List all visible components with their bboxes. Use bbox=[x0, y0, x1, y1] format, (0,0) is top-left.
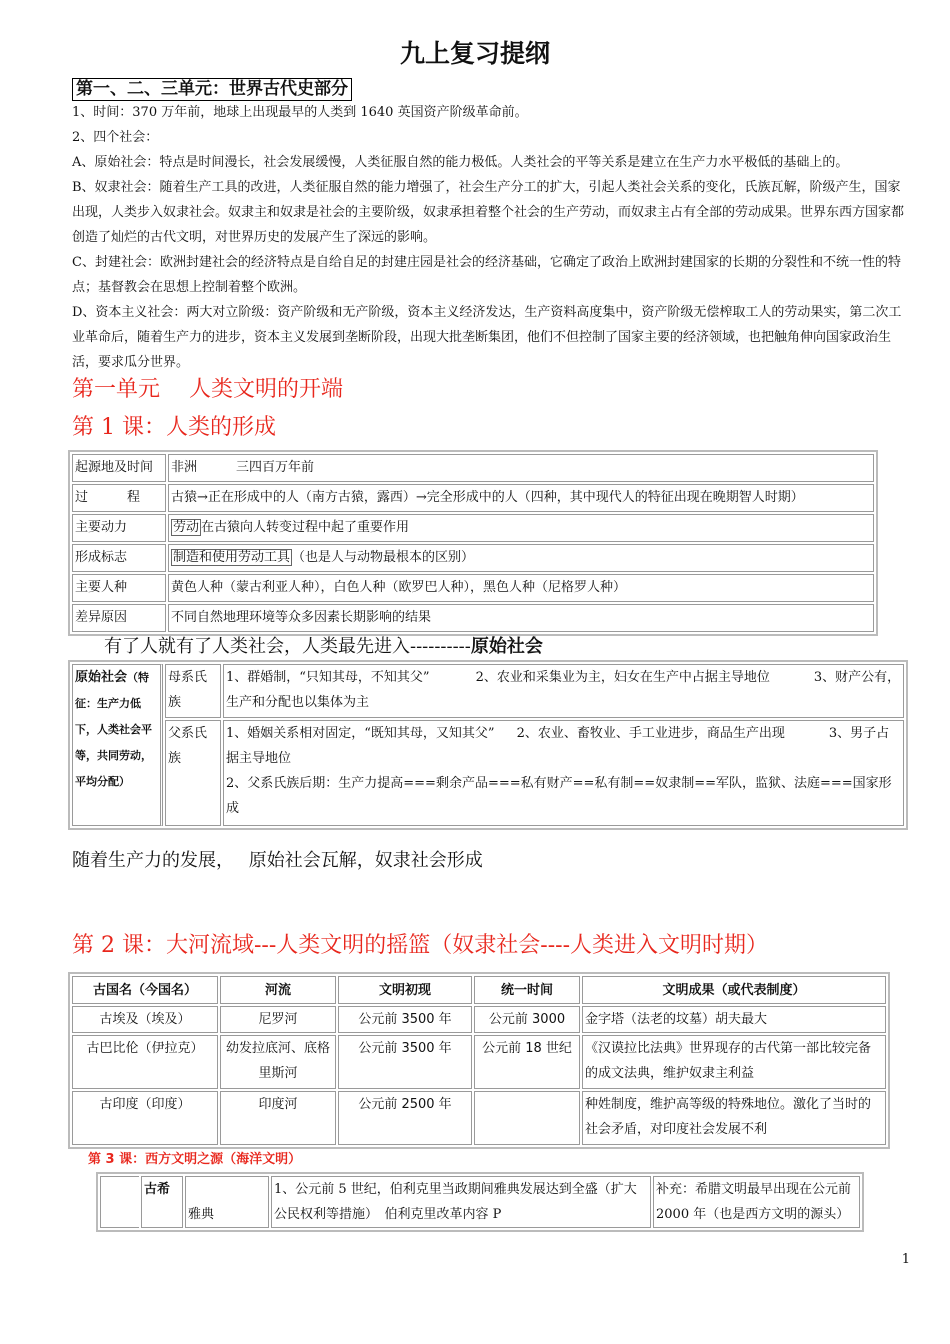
transition-line: 随着生产力的发展， 原始社会瓦解，奴隶社会形成 bbox=[72, 850, 483, 871]
table-cell: 种姓制度，维护高等级的特殊地位。激化了当时的社会矛盾，对印度社会发展不利 bbox=[582, 1091, 886, 1145]
primitive-label: 原始社会 bbox=[75, 670, 128, 685]
table-row bbox=[72, 544, 874, 572]
table-cell: 不同自然地理环境等众多因素长期影响的结果 bbox=[168, 604, 874, 632]
intro-block bbox=[72, 100, 912, 375]
intro-feudal: C、封建社会：欧洲封建社会的经济特点是自给自足的封建庄园是社会的经济基础，它确定了政治上欧洲封建国家的长期的分裂性和不统一性的特点；基督教会在思想上控制着整个欧洲。 bbox=[72, 255, 901, 295]
table-cell: 1、公元前 5 世纪，伯利克里当政期间雅典发展达到全盛（扩大公民权利等措施） 伯利克里改革内容 P bbox=[271, 1176, 651, 1228]
table-row bbox=[72, 604, 874, 632]
table-cell: 公元前 3500 年 bbox=[338, 1035, 472, 1089]
table-row bbox=[72, 1091, 886, 1145]
lesson3-heading: 第 3 课：西方文明之源（海洋文明） bbox=[88, 1152, 302, 1167]
table-cell: 过 程 bbox=[72, 484, 166, 512]
table-cell bbox=[223, 720, 904, 826]
table-cell: 补充：希腊文明最早出现在公元前 2000 年（也是西方文明的源头） bbox=[653, 1176, 860, 1228]
table-cell: 差异原因 bbox=[72, 604, 166, 632]
intro-primitive: A、原始社会：特点是时间漫长，社会发展缓慢，人类征服自然的能力极低。人类社会的平等关系是建立在生产力水平极低的基础上的。 bbox=[72, 155, 849, 170]
table-row bbox=[72, 484, 874, 512]
column-header: 文明成果（或代表制度） bbox=[582, 976, 886, 1004]
matriarchal-point-1: 1、群婚制，“只知其母，不知其父” bbox=[226, 670, 430, 685]
table-cell bbox=[474, 1091, 580, 1145]
patriarchal-point-3: 3、男子占据主导地位 bbox=[226, 726, 890, 766]
primitive-society-table bbox=[68, 660, 908, 830]
summary-text: 有了人就有了人类社会，人类最先进入---------- bbox=[104, 636, 471, 657]
table-header-row bbox=[72, 976, 886, 1004]
matriarchal-point-2: 2、农业和采集业为主，妇女在生产中占据主导地位 bbox=[475, 670, 770, 685]
table-cell bbox=[168, 544, 874, 572]
table-cell: 古巴比伦（伊拉克） bbox=[72, 1035, 218, 1089]
column-header: 统一时间 bbox=[474, 976, 580, 1004]
table-cell: 父系氏族 bbox=[165, 720, 221, 826]
table-cell: 母系氏族 bbox=[165, 664, 221, 718]
table-row bbox=[72, 1006, 886, 1033]
unit1-heading: 第一单元 人类文明的开端 bbox=[72, 377, 343, 402]
boxed-term: 劳动 bbox=[173, 520, 200, 535]
table-row bbox=[72, 664, 904, 718]
table-cell: 古希 bbox=[141, 1176, 183, 1228]
table-cell: 形成标志 bbox=[72, 544, 166, 572]
patriarchal-point-1: 1、婚姻关系相对固定，“既知其母，又知其父” bbox=[226, 726, 495, 741]
table-cell: 金字塔（法老的坟墓）胡夫最大 bbox=[582, 1006, 886, 1033]
table-row bbox=[72, 720, 904, 826]
primitive-label-cell bbox=[72, 664, 163, 826]
table-cell bbox=[100, 1176, 139, 1228]
cell-text: 在古猿向人转变过程中起了重要作用 bbox=[201, 520, 410, 535]
table-cell: 幼发拉底河、底格里斯河 bbox=[220, 1035, 336, 1089]
intro-capitalist: D、资本主义社会：两大对立阶级：资产阶级和无产阶级，资本主义经济发达，生产资料高度集中，资产阶级无偿榨取工人的劳动果实，第二次工业革命后，随着生产力的进步，资本主义发展到垄断阶段，出现大批垄断集团，他们不但控制了国家主要的经济领域，也把触角伸向国家政治生活，要求瓜分世界。 bbox=[72, 305, 902, 370]
lesson1-table bbox=[68, 450, 878, 636]
intro-slave: B、奴隶社会：随着生产工具的改进，人类征服自然的能力增强了，社会生产分工的扩大，引起人类社会关系的变化，氏族瓦解，阶级产生，国家出现，人类步入奴隶社会。奴隶主和奴隶是社会的主要阶级，奴隶承担着整个社会的生产劳动，而奴隶主占有全部的劳动成果。世界东西方国家都创造了灿烂的古代文明，对世界历史的发展产生了深远的影响。 bbox=[72, 180, 905, 245]
table-cell: 《汉谟拉比法典》世界现存的古代第一部比较完备的成文法典，维护奴隶主利益 bbox=[582, 1035, 886, 1089]
column-header: 古国名（今国名） bbox=[72, 976, 218, 1004]
table-cell: 尼罗河 bbox=[220, 1006, 336, 1033]
intro-four-societies: 2、四个社会： bbox=[72, 130, 159, 145]
table-cell: 公元前 3000 bbox=[474, 1006, 580, 1033]
lesson3-table bbox=[96, 1172, 864, 1232]
cell-text: （也是人与动物最根本的区别） bbox=[292, 550, 475, 565]
table-cell: 古印度（印度） bbox=[72, 1091, 218, 1145]
column-header: 河流 bbox=[220, 976, 336, 1004]
matriarchal-point-3: 3、财产公有，生产和分配也以集体为主 bbox=[226, 670, 901, 710]
lesson2-table bbox=[68, 972, 890, 1149]
table-cell: 非洲 三四百万年前 bbox=[168, 454, 874, 482]
table-cell: 古埃及（埃及） bbox=[72, 1006, 218, 1033]
table-cell: 古猿→正在形成中的人（南方古猿，露西）→完全形成中的人（四种，其中现代人的特征出现在晚期智人时期） bbox=[168, 484, 874, 512]
summary-bold: 原始社会 bbox=[470, 636, 543, 657]
page-number: 1 bbox=[901, 1252, 910, 1267]
table-cell: 主要人种 bbox=[72, 574, 166, 602]
document-title: 九上复习提纲 bbox=[399, 39, 550, 68]
table-cell: 公元前 18 世纪 bbox=[474, 1035, 580, 1089]
patriarchal-point-2: 2、农业、畜牧业、手工业进步，商品生产出现 bbox=[516, 726, 785, 741]
table-cell bbox=[168, 514, 874, 542]
boxed-term: 制造和使用劳动工具 bbox=[173, 550, 291, 565]
table-cell: 公元前 3500 年 bbox=[338, 1006, 472, 1033]
primitive-features: （特征：生产力低下，人类社会平等，共同劳动，平均分配） bbox=[75, 671, 152, 788]
intro-time: 1、时间：370 万年前，地球上出现最早的人类到 1640 英国资产阶级革命前。 bbox=[72, 105, 528, 120]
column-header: 文明初现 bbox=[338, 976, 472, 1004]
table-row bbox=[72, 1035, 886, 1089]
table-row bbox=[72, 574, 874, 602]
table-cell: 起源地及时间 bbox=[72, 454, 166, 482]
table-cell bbox=[223, 664, 904, 718]
table-cell: 雅典 bbox=[185, 1176, 269, 1228]
lesson1-summary-line bbox=[104, 632, 543, 658]
section-heading: 第一、二、三单元：世界古代史部分 bbox=[72, 78, 352, 101]
table-cell: 印度河 bbox=[220, 1091, 336, 1145]
table-row bbox=[72, 514, 874, 542]
lesson2-heading: 第 2 课：大河流域---人类文明的摇篮（奴隶社会----人类进入文明时期） bbox=[72, 933, 769, 958]
table-cell: 主要动力 bbox=[72, 514, 166, 542]
table-cell: 黄色人种（蒙古利亚人种），白色人种（欧罗巴人种），黑色人种（尼格罗人种） bbox=[168, 574, 874, 602]
table-cell: 公元前 2500 年 bbox=[338, 1091, 472, 1145]
table-row bbox=[72, 454, 874, 482]
patriarchal-point-4: 2、父系氏族后期：生产力提高===剩余产品===私有财产==私有制==奴隶制==军队，监狱、法庭===国家形成 bbox=[226, 776, 892, 816]
lesson1-heading: 第 1 课：人类的形成 bbox=[72, 415, 276, 440]
table-row bbox=[100, 1176, 860, 1228]
